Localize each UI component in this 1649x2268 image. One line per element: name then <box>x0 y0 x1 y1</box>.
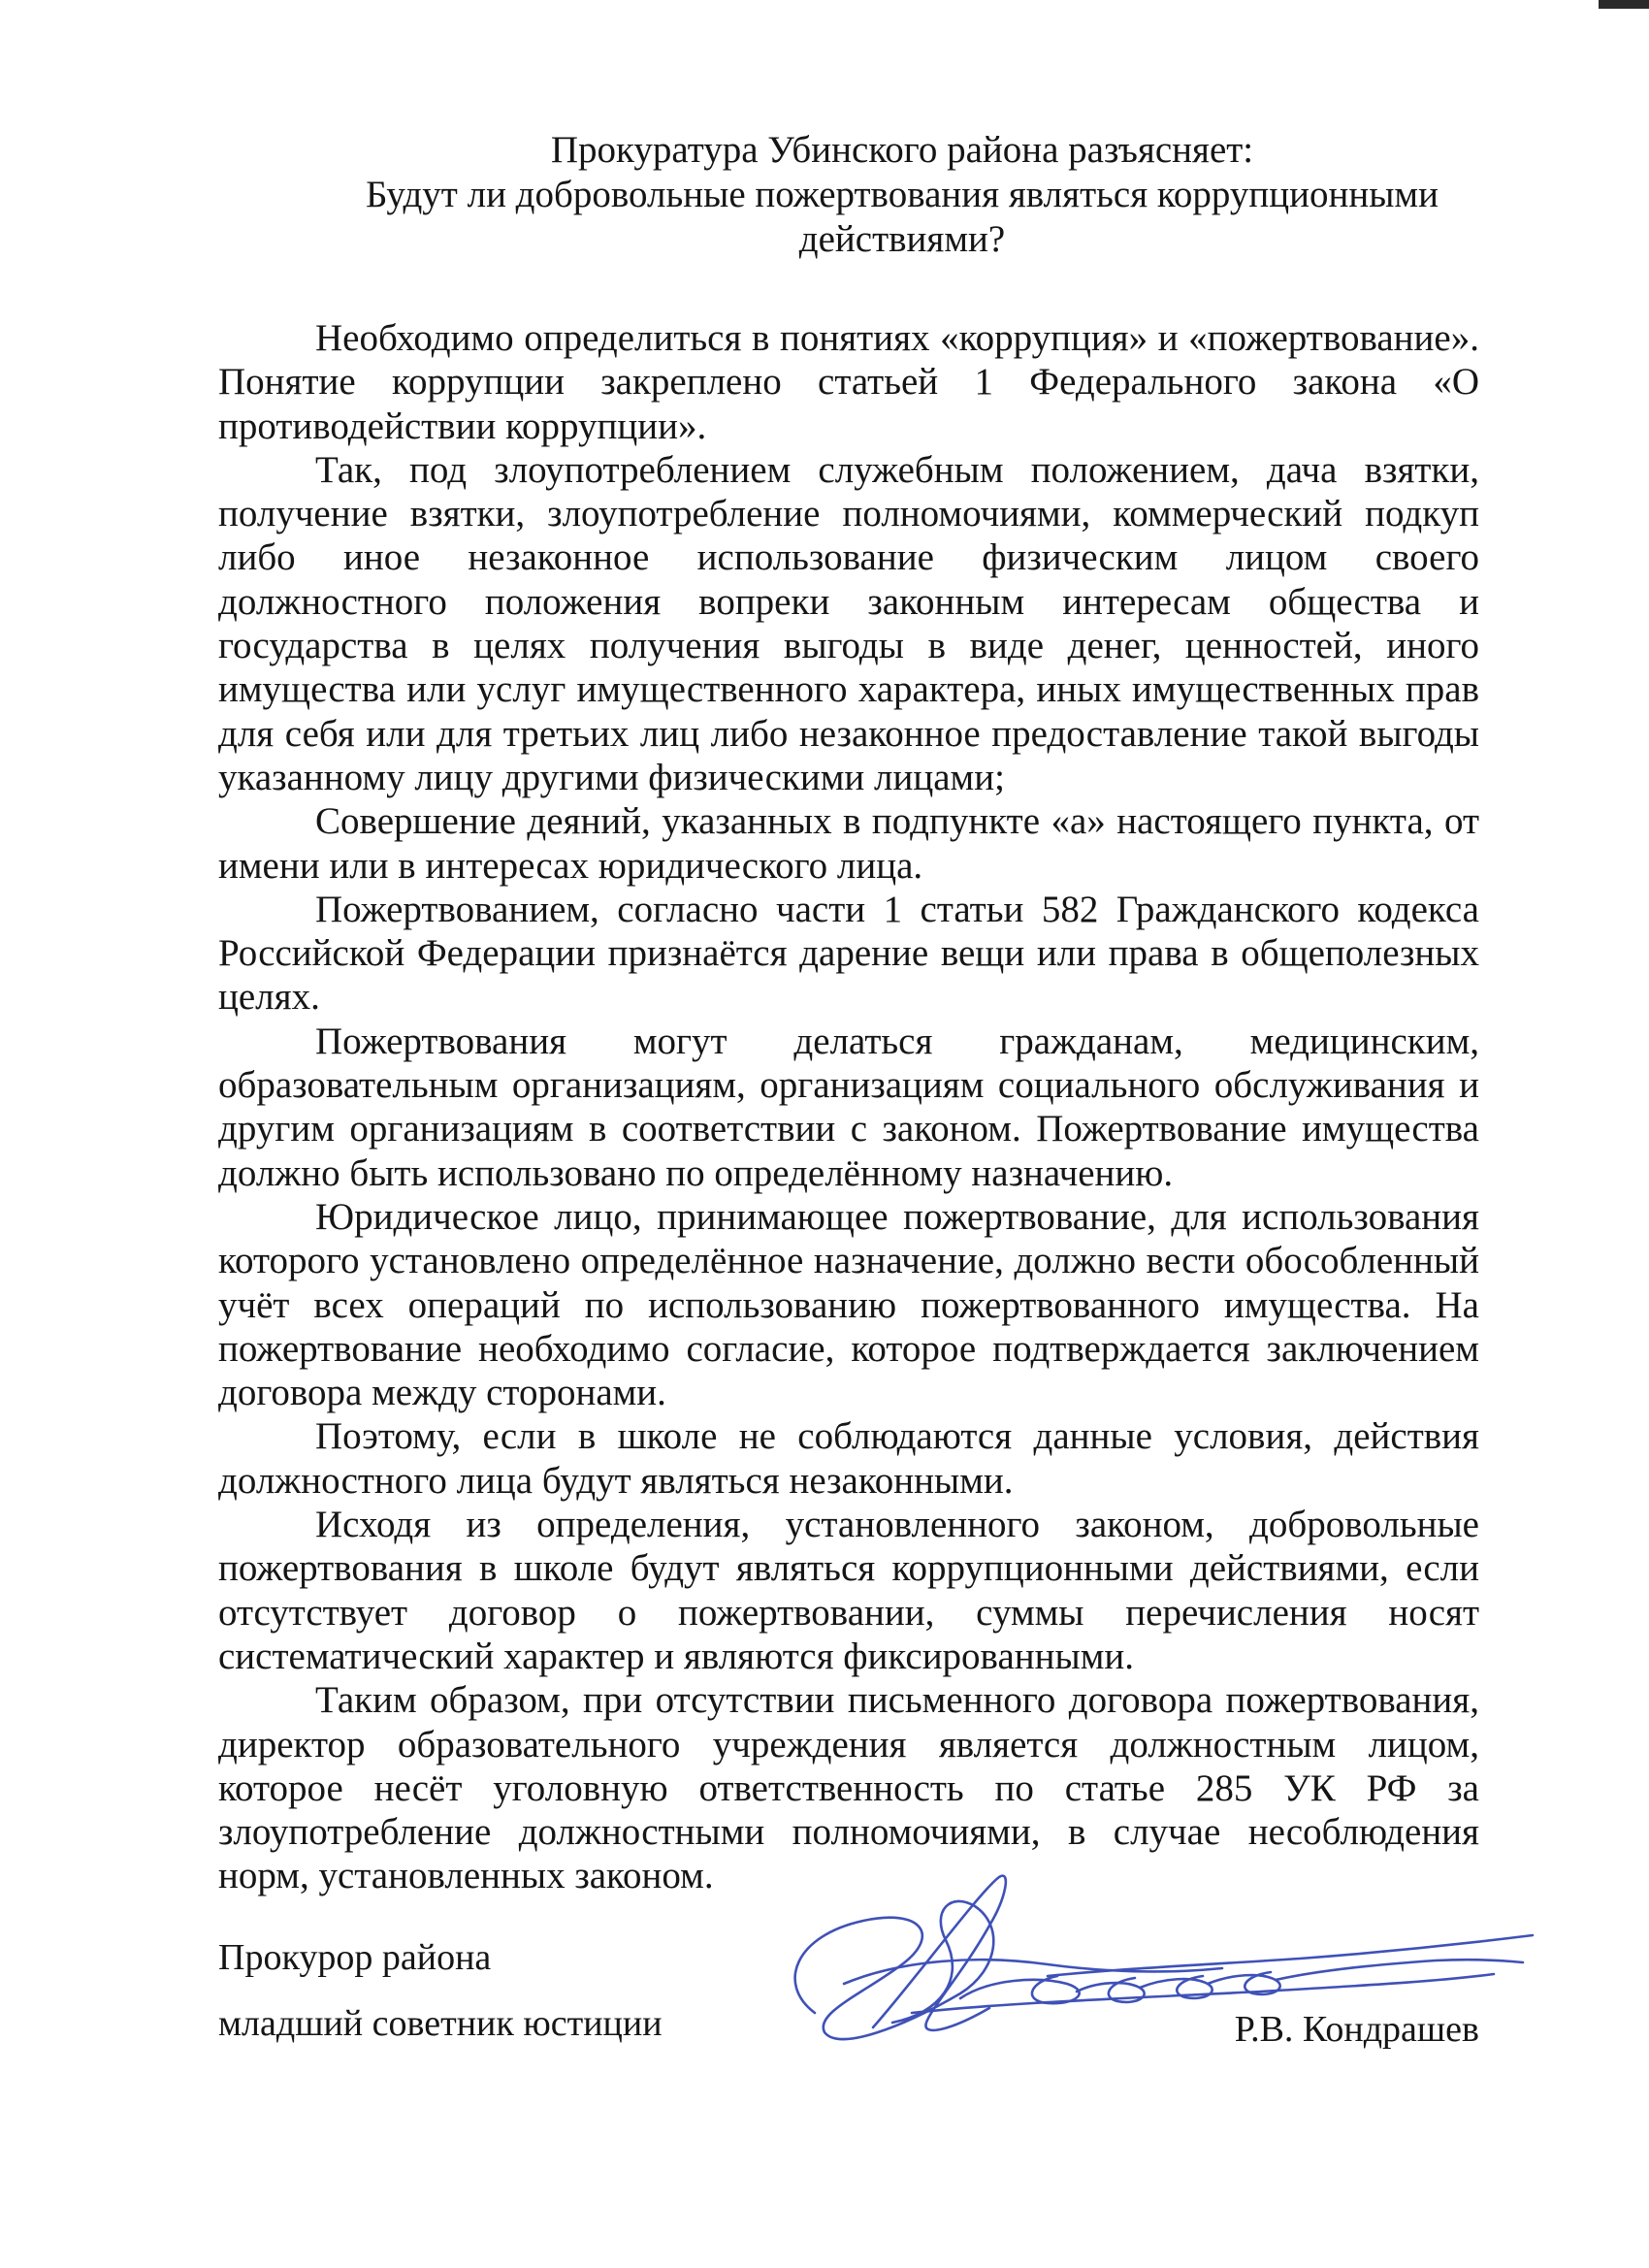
signer-position: Прокурор района <box>218 1937 492 1978</box>
document-heading <box>320 128 1484 262</box>
paragraph-6: Юридическое лицо, принимающее пожертвование, для использования которого установлено определённое назначение, должно вести обособленный учёт всех операций по использованию пожертвованного имущества. На пожертвование необходимо согласие, которое подтверждается заключением договора между сторонами. <box>218 1195 1479 1414</box>
paragraph-1: Необходимо определиться в понятиях «коррупция» и «пожертвование». Понятие коррупции закреплено статьей 1 Федерального закона «О противодействии коррупции». <box>218 317 1479 447</box>
paragraph-9: Таким образом, при отсутствии письменного договора пожертвования, директор образовательного учреждения является должностным лицом, которое несёт уголовную ответственность по статье 285 УК РФ за злоупотребление должностными полномочиями, в случае несоблюдения норм, установленных законом. <box>218 1679 1479 1897</box>
scan-artifact <box>1599 0 1649 9</box>
paragraph-5: Пожертвования могут делаться гражданам, медицинским, образовательным организациям, организациям социального обслуживания и другим организациям в соответствии с законом. Пожертвование имущества должно быть использовано по определённому назначению. <box>218 1020 1479 1194</box>
heading-line-1: Прокуратура Убинского района разъясняет: <box>550 129 1254 171</box>
signer-rank: младший советник юстиции <box>218 2003 663 2044</box>
paragraph-3: Совершение деяний, указанных в подпункте «а» настоящего пункта, от имени или в интересах юридического лица. <box>218 800 1479 887</box>
heading-line-2: Будут ли добровольные пожертвования являться коррупционными <box>366 174 1439 215</box>
signer-name: Р.В. Кондрашев <box>1234 2009 1479 2050</box>
paragraph-7: Поэтому, если в школе не соблюдаются данные условия, действия должностного лица будут являться незаконными. <box>218 1415 1479 1502</box>
paragraph-4: Пожертвованием, согласно части 1 статьи 582 Гражданского кодекса Российской Федерации признаётся дарение вещи или права в общеполезных целях. <box>218 888 1479 1019</box>
paragraph-8: Исходя из определения, установленного законом, добровольные пожертвования в школе будут являться коррупционными действиями, если отсутствует договор о пожертвовании, суммы перечисления носят систематический характер и являются фиксированными. <box>218 1504 1479 1677</box>
document-body <box>218 316 1479 1898</box>
heading-line-3: действиями? <box>798 218 1006 260</box>
paragraph-2: Так, под злоупотреблением служебным положением, дача взятки, получение взятки, злоупотребление полномочиями, коммерческий подкуп либо иное незаконное использование физическим лицом своего должностного положения вопреки законным интересам общества и государства в целях получения выгоды в виде денег, ценностей, иного имущества или услуг имущественного характера, иных имущественных прав для себя или для третьих лиц либо незаконное предоставление такой выгоды указанному лицу другими физическими лицами; <box>218 448 1479 798</box>
